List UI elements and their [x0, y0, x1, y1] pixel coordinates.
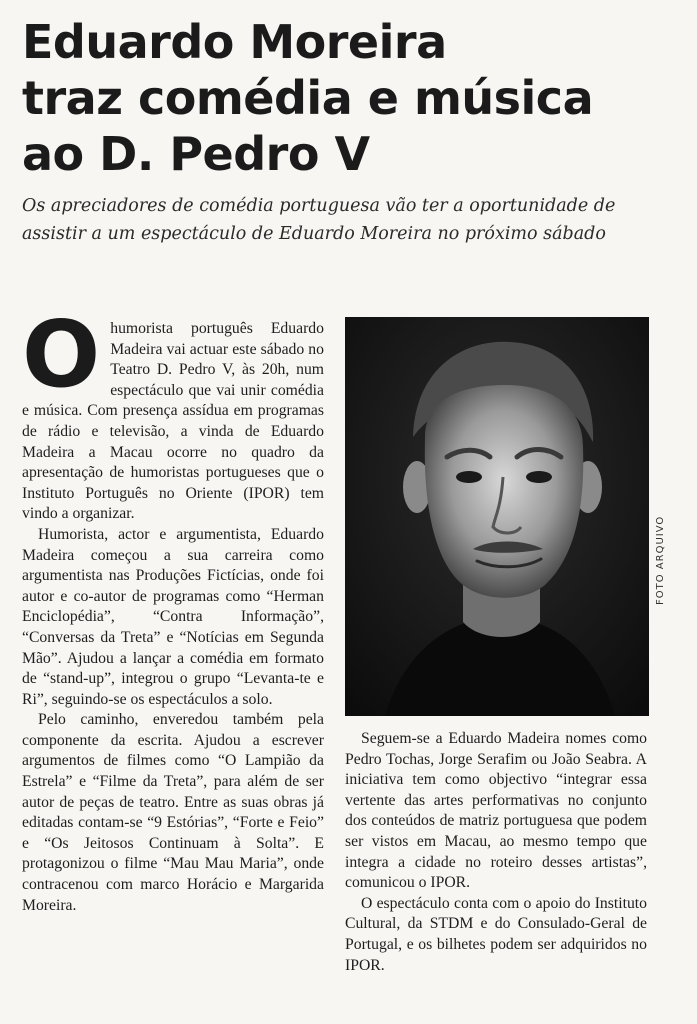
article-paragraph: Seguem-se a Eduardo Madeira nomes como Pedro Tochas, Jorge Serafim ou João Seabra. A iniciativa tem como objectivo “integrar essa vertente das artes performativas no conjunto dos conteúdos de matriz portuguesa que podem ser vistos em Macau, ao mesmo tempo que integra a cidade no roteiro desses artistas”, comunicou o IPOR. — [345, 730, 647, 892]
article-column-left — [22, 301, 324, 916]
article-column-right — [345, 729, 647, 976]
article-paragraph: O espectáculo conta com o apoio do Instituto Cultural, da STDM e do Consulado-Geral de Portugal, e os bilhetes podem ser adquiridos no IPOR. — [345, 894, 647, 974]
standfirst-line: assistir a um espectáculo de Eduardo Moreira no próximo sábado — [22, 224, 606, 244]
drop-cap: O — [22, 301, 101, 408]
standfirst-line: Os apreciadores de comédia portuguesa vão ter a oportunidade de — [22, 196, 616, 216]
headline-line: traz comédia e música — [22, 71, 594, 125]
portrait-photo — [345, 317, 649, 716]
portrait-image — [345, 317, 649, 716]
headline — [22, 14, 682, 182]
headline-line: ao D. Pedro V — [22, 127, 370, 181]
standfirst — [22, 192, 677, 248]
article-paragraph: Humorista, actor e argumentista, Eduardo Madeira começou a sua carreira como argumentista nas Produções Fictícias, onde foi autor e co-autor de programas como “Herman Enciclopédia”, “Contra Informação”, “Conversas da Treta” e “Notícias em Segunda Mão”. Ajudou a lançar a comédia em formato de “stand-up”, integrou o grupo “Levanta-te e Ri”, seguindo-se os espectáculos a solo. — [22, 525, 324, 708]
article-paragraph: Pelo caminho, enveredou também pela componente da escrita. Ajudou a escrever argumentos de filmes como “O Lampião da Estrela” e “Filme da Treta”, para além de ser autor de peças de teatro. Entre as suas obras já editadas contam-se “9 Estórias”, “Forte e Feio” e “Os Jeitosos Continuam à Solta”. E protagonizou o filme “Mau Mau Maria”, onde contracenou com marco Horácio e Margarida Moreira. — [22, 711, 324, 914]
photo-credit: FOTO ARQUIVO — [655, 515, 666, 605]
article-paragraph — [22, 301, 324, 525]
headline-line: Eduardo Moreira — [22, 15, 447, 69]
paragraph-text: humorista português Eduardo Madeira vai actuar este sábado no Teatro D. Pedro V, às 20h, num espectáculo que vai unir comédia e música. Com presença assídua em programas de rádio e televisão, a vinda de Eduardo Madeira a Macau ocorre no quadro da apresentação de humoristas portugueses que o Instituto Português no Oriente (IPOR) tem vindo a organizar. — [22, 320, 324, 523]
